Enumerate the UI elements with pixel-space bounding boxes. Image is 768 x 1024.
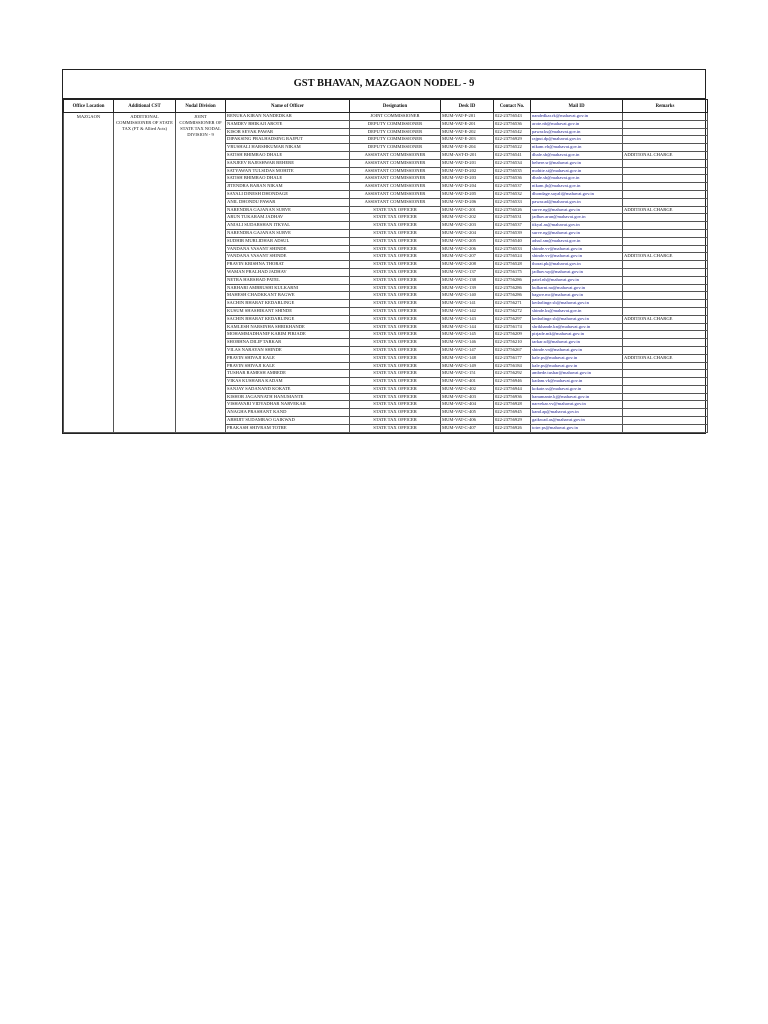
- contact-cell: 022-23756540: [494, 237, 531, 245]
- designation-cell: STATE TAX OFFICER: [350, 378, 441, 386]
- designation-cell: STATE TAX OFFICER: [350, 385, 441, 393]
- contact-cell: 022-23756542: [494, 128, 531, 136]
- col-header: Mail ID: [531, 100, 623, 113]
- desk-id-cell: MUM-VAT-D-203: [441, 175, 494, 183]
- contact-cell: 022-23756531: [494, 214, 531, 222]
- mail-id-cell[interactable]: shinde.ks@mahavat.gov.in: [531, 307, 623, 315]
- officer-name-cell: VANDANA VASANT SHINDE: [226, 253, 350, 261]
- contact-cell: 022-23756928: [494, 401, 531, 409]
- remarks-cell: [623, 113, 708, 121]
- designation-cell: STATE TAX OFFICER: [350, 261, 441, 269]
- desk-id-cell: MUM-VAT-C-406: [441, 417, 494, 425]
- mail-id-cell[interactable]: shinde.vv@mahavat.gov.in: [531, 245, 623, 253]
- remarks-cell: [623, 222, 708, 230]
- mail-id-cell[interactable]: jadhav.arun@mahavat.gov.in: [531, 214, 623, 222]
- desk-id-cell: MUM-VAT-C-149: [441, 362, 494, 370]
- remarks-cell: [623, 323, 708, 331]
- mail-id-cell[interactable]: kale.ps@mahavat.gov.in: [531, 354, 623, 362]
- mail-id-cell[interactable]: jadhav.wp@mahavat.gov.in: [531, 268, 623, 276]
- desk-id-cell: MUM-VAT-C-143: [441, 315, 494, 323]
- remarks-cell: [623, 183, 708, 191]
- desk-id-cell: MUM-VAT-C-208: [441, 261, 494, 269]
- contact-cell: 022-23756541: [494, 151, 531, 159]
- officer-name-cell: KUSUM SHASHIKANT SHINDE: [226, 307, 350, 315]
- designation-cell: ASSISTANT COMMISSIONER: [350, 175, 441, 183]
- header-row: [64, 100, 708, 113]
- contact-cell: 022-23756534: [494, 159, 531, 167]
- col-header: Nodal Division: [176, 100, 226, 113]
- remarks-cell: [623, 331, 708, 339]
- col-header: Name of Officer: [226, 100, 350, 113]
- mail-id-cell[interactable]: kand.ap@mahavat.gov.in: [531, 409, 623, 417]
- desk-id-cell: MUM-VAT-C-145: [441, 331, 494, 339]
- desk-id-cell: MUM-VAT-C-205: [441, 237, 494, 245]
- desk-id-cell: MUM-VAT-C-407: [441, 424, 494, 432]
- mail-id-cell[interactable]: bagwe.mc@mahavat.gov.in: [531, 292, 623, 300]
- mail-id-cell[interactable]: pawar.ad@mahavat.gov.in: [531, 198, 623, 206]
- mail-id-cell[interactable]: adsul.sm@mahavat.gov.in: [531, 237, 623, 245]
- sheet-title: GST BHAVAN, MAZGAON NODEL - 9: [63, 70, 705, 99]
- designation-cell: DEPUTY COMMISSIONER: [350, 136, 441, 144]
- officer-name-cell: KAMLESH NARSINHA SHRIKHANDE: [226, 323, 350, 331]
- officer-name-cell: SANJAY SADANAND KOKATE: [226, 385, 350, 393]
- remarks-cell: [623, 346, 708, 354]
- remarks-cell: ADDITIONAL CHARGE: [623, 253, 708, 261]
- remarks-cell: ADDITIONAL CHARGE: [623, 206, 708, 214]
- remarks-cell: ADDITIONAL CHARGE: [623, 151, 708, 159]
- col-header: Desk ID: [441, 100, 494, 113]
- remarks-cell: [623, 292, 708, 300]
- contact-cell: 022-23756292: [494, 370, 531, 378]
- contact-cell: 022-23756533: [494, 245, 531, 253]
- designation-cell: STATE TAX OFFICER: [350, 284, 441, 292]
- desk-id-cell: MUM-VAT-E-204: [441, 144, 494, 152]
- designation-cell: STATE TAX OFFICER: [350, 214, 441, 222]
- mail-id-cell[interactable]: shrikhande.kn@mahavat.gov.in: [531, 323, 623, 331]
- col-header: Contact No.: [494, 100, 531, 113]
- designation-cell: DEPUTY COMMISSIONER: [350, 120, 441, 128]
- desk-id-cell: MUM-VAT-C-146: [441, 339, 494, 347]
- designation-cell: STATE TAX OFFICER: [350, 229, 441, 237]
- contact-cell: 022-23756184: [494, 362, 531, 370]
- officer-name-cell: PRAVIN SHIVAJI KALE: [226, 362, 350, 370]
- officer-name-cell: NARENDRA GAJANAN SURVE: [226, 229, 350, 237]
- contact-cell: 022-23756286: [494, 292, 531, 300]
- designation-cell: ASSISTANT COMMISSIONER: [350, 198, 441, 206]
- desk-id-cell: MUM-VAT-C-144: [441, 323, 494, 331]
- mail-id-cell[interactable]: arote.nb@mahavat.gov.in: [531, 120, 623, 128]
- mail-id-cell[interactable]: nikam.jb@mahavat.gov.in: [531, 183, 623, 191]
- mail-id-cell[interactable]: shinde.vn@mahavat.gov.in: [531, 346, 623, 354]
- mail-id-cell[interactable]: surve.ng@mahavat.gov.in: [531, 229, 623, 237]
- contact-cell: 022-23756286: [494, 284, 531, 292]
- mail-id-cell[interactable]: behere.sr@mahavat.gov.in: [531, 159, 623, 167]
- desk-id-cell: MUM-VAT-C-404: [441, 401, 494, 409]
- designation-cell: STATE TAX OFFICER: [350, 346, 441, 354]
- designation-cell: STATE TAX OFFICER: [350, 323, 441, 331]
- designation-cell: STATE TAX OFFICER: [350, 307, 441, 315]
- desk-id-cell: MUM-VAT-D-205: [441, 190, 494, 198]
- mail-id-cell[interactable]: nandedkar.rk@mahavat.gov.in: [531, 113, 623, 121]
- table-row: [64, 113, 708, 121]
- designation-cell: DEPUTY COMMISSIONER: [350, 128, 441, 136]
- officer-name-cell: MOHAMMADHANIF KARIM PIRJADE: [226, 331, 350, 339]
- contact-cell: 022-23756526: [494, 206, 531, 214]
- desk-id-cell: MUM-VAT-C-141: [441, 300, 494, 308]
- designation-cell: STATE TAX OFFICER: [350, 401, 441, 409]
- officer-name-cell: SATISH BHIMRAO DHALE: [226, 175, 350, 183]
- officer-name-cell: ANJALI SUDARSHAN ITKYAL: [226, 222, 350, 230]
- contact-cell: 022-23756267: [494, 346, 531, 354]
- remarks-cell: [623, 144, 708, 152]
- remarks-cell: [623, 261, 708, 269]
- remarks-cell: [623, 214, 708, 222]
- nodal-division-cell: JOINT COMMISSIONER OF STATE TAX NODAL DIVISION - 9: [176, 113, 226, 433]
- desk-id-cell: MUM-VAT-E-201: [441, 120, 494, 128]
- officer-name-cell: NARENDRA GAJANAN SURVE: [226, 206, 350, 214]
- remarks-cell: [623, 385, 708, 393]
- remarks-cell: [623, 339, 708, 347]
- remarks-cell: [623, 307, 708, 315]
- additional-cst-cell: ADDITIONAL COMMISSIONER OF STATE TAX (FT & Allied Acts): [114, 113, 176, 433]
- designation-cell: STATE TAX OFFICER: [350, 237, 441, 245]
- desk-id-cell: MUM-VAT-C-207: [441, 253, 494, 261]
- officer-name-cell: TUSHAR RAMESH AMBEDE: [226, 370, 350, 378]
- contact-cell: 022-23756926: [494, 424, 531, 432]
- mail-id-cell[interactable]: dhondage.sayali@mahavat.gov.in: [531, 190, 623, 198]
- mail-id-cell[interactable]: gaikwad.as@mahavat.gov.in: [531, 417, 623, 425]
- officer-name-cell: PRAVIN SHIVAJI KALE: [226, 354, 350, 362]
- mail-id-cell[interactable]: mohite.st@mahavat.gov.in: [531, 167, 623, 175]
- officer-name-cell: SATISH BHIMRAO DHALE: [226, 151, 350, 159]
- officer-name-cell: SAYALI DINESH DHONDAGE: [226, 190, 350, 198]
- officer-name-cell: VISHAVARI VIDYADHAR NARVEKAR: [226, 401, 350, 409]
- mail-id-cell[interactable]: rajput.dp@mahavat.gov.in: [531, 136, 623, 144]
- contact-cell: 022-23756929: [494, 136, 531, 144]
- officer-name-cell: SHOBHNA DILIP TARKAR: [226, 339, 350, 347]
- officer-name-cell: VILAS NARAYAN SHINDE: [226, 346, 350, 354]
- designation-cell: STATE TAX OFFICER: [350, 331, 441, 339]
- mail-id-cell[interactable]: ambede.tushar@mahavat.gov.in: [531, 370, 623, 378]
- designation-cell: STATE TAX OFFICER: [350, 409, 441, 417]
- remarks-cell: [623, 362, 708, 370]
- designation-cell: JOINT COMMISSIONER: [350, 113, 441, 121]
- contact-cell: 022-23756209: [494, 331, 531, 339]
- remarks-cell: ADDITIONAL CHARGE: [623, 354, 708, 362]
- col-header: Designation: [350, 100, 441, 113]
- col-header: Remarks: [623, 100, 708, 113]
- col-header: Additional CST: [114, 100, 176, 113]
- desk-id-cell: MUM-VAT-C-151: [441, 370, 494, 378]
- remarks-cell: [623, 300, 708, 308]
- desk-id-cell: MUM-VAT-E-202: [441, 128, 494, 136]
- remarks-cell: [623, 409, 708, 417]
- remarks-cell: [623, 417, 708, 425]
- contact-cell: 022-23756537: [494, 222, 531, 230]
- desk-id-cell: MUM-VAT-C-142: [441, 307, 494, 315]
- designation-cell: STATE TAX OFFICER: [350, 417, 441, 425]
- desk-id-cell: MUM-VAT-C-405: [441, 409, 494, 417]
- remarks-cell: [623, 401, 708, 409]
- designation-cell: STATE TAX OFFICER: [350, 362, 441, 370]
- mail-id-cell[interactable]: hanumante.kj@mahavat.gov.in: [531, 393, 623, 401]
- contact-cell: 022-23756543: [494, 113, 531, 121]
- officer-name-cell: SACHIN BHARAT KEDARLINGE: [226, 300, 350, 308]
- desk-id-cell: MUM-VAT-D-204: [441, 183, 494, 191]
- designation-cell: STATE TAX OFFICER: [350, 245, 441, 253]
- col-header: Office Location: [64, 100, 114, 113]
- designation-cell: ASSISTANT COMMISSIONER: [350, 159, 441, 167]
- desk-id-cell: MUM-VAT-C-401: [441, 378, 494, 386]
- mail-id-cell[interactable]: kale.ps@mahavat.gov.in: [531, 362, 623, 370]
- remarks-cell: [623, 120, 708, 128]
- officer-name-cell: KISOR SEVAK PAWAR: [226, 128, 350, 136]
- desk-id-cell: MUM-VAT-D-206: [441, 198, 494, 206]
- contact-cell: 022-23756286: [494, 276, 531, 284]
- contact-cell: 022-23756532: [494, 190, 531, 198]
- designation-cell: STATE TAX OFFICER: [350, 292, 441, 300]
- desk-id-cell: MUM-AST-D-201: [441, 151, 494, 159]
- contact-cell: 022-23756210: [494, 339, 531, 347]
- contact-cell: 022-23756944: [494, 385, 531, 393]
- contact-cell: 022-23756297: [494, 315, 531, 323]
- remarks-cell: [623, 378, 708, 386]
- mail-id-cell[interactable]: dhale.sb@mahavat.gov.in: [531, 151, 623, 159]
- desk-id-cell: MUM-VAT-C-138: [441, 276, 494, 284]
- contact-cell: 022-23756174: [494, 323, 531, 331]
- designation-cell: STATE TAX OFFICER: [350, 315, 441, 323]
- designation-cell: ASSISTANT COMMISSIONER: [350, 190, 441, 198]
- remarks-cell: [623, 268, 708, 276]
- desk-id-cell: MUM-VAT-C-139: [441, 284, 494, 292]
- contact-cell: 022-23756528: [494, 261, 531, 269]
- contact-cell: 022-23756271: [494, 300, 531, 308]
- contact-cell: 022-23756177: [494, 354, 531, 362]
- desk-id-cell: MUM-VAT-E-203: [441, 136, 494, 144]
- officer-name-cell: VANDANA VASANT SHINDE: [226, 245, 350, 253]
- designation-cell: ASSISTANT COMMISSIONER: [350, 151, 441, 159]
- officer-name-cell: NARHARI AMBRUSHI KULKARNI: [226, 284, 350, 292]
- designation-cell: DEPUTY COMMISSIONER: [350, 144, 441, 152]
- remarks-cell: ADDITIONAL CHARGE: [623, 315, 708, 323]
- desk-id-cell: MUM-VAT-C-403: [441, 393, 494, 401]
- contact-cell: 022-23756536: [494, 175, 531, 183]
- mail-id-cell[interactable]: kedarlinge.sb@mahavat.gov.in: [531, 315, 623, 323]
- mail-id-cell[interactable]: kokate.ss@mahavat.gov.in: [531, 385, 623, 393]
- officer-name-cell: JITENDRA BABAN NIKAM: [226, 183, 350, 191]
- table-body: [64, 113, 708, 433]
- designation-cell: ASSISTANT COMMISSIONER: [350, 183, 441, 191]
- contact-cell: 022-23756272: [494, 307, 531, 315]
- desk-id-cell: MUM-VAT-C-203: [441, 222, 494, 230]
- mail-id-cell[interactable]: narvekar.vv@mahavat.gov.in: [531, 401, 623, 409]
- mail-id-cell[interactable]: nikam.vh@mahavat.gov.in: [531, 144, 623, 152]
- remarks-cell: [623, 198, 708, 206]
- contact-cell: 022-23756522: [494, 144, 531, 152]
- mail-id-cell[interactable]: dhale.sb@mahavat.gov.in: [531, 175, 623, 183]
- designation-cell: STATE TAX OFFICER: [350, 222, 441, 230]
- desk-id-cell: MUM-VAT-C-206: [441, 245, 494, 253]
- desk-id-cell: MUM-VAT-C-148: [441, 354, 494, 362]
- mail-id-cell[interactable]: kadam.vk@mahavat.gov.in: [531, 378, 623, 386]
- remarks-cell: [623, 229, 708, 237]
- remarks-cell: [623, 159, 708, 167]
- officer-name-cell: SANJEEV RAJESHWAR BEHERE: [226, 159, 350, 167]
- desk-id-cell: MUM-VAT-C-147: [441, 346, 494, 354]
- officer-name-cell: ARUN TUKARAM JADHAV: [226, 214, 350, 222]
- mail-id-cell[interactable]: pirjade.mk@mahavat.gov.in: [531, 331, 623, 339]
- remarks-cell: [623, 284, 708, 292]
- designation-cell: STATE TAX OFFICER: [350, 253, 441, 261]
- remarks-cell: [623, 276, 708, 284]
- contact-cell: 022-23756946: [494, 378, 531, 386]
- desk-id-cell: MUM-VAT-C-137: [441, 268, 494, 276]
- remarks-cell: [623, 393, 708, 401]
- desk-id-cell: MUM-VAT-C-204: [441, 229, 494, 237]
- mail-id-cell[interactable]: tarkar.sd@mahavat.gov.in: [531, 339, 623, 347]
- designation-cell: STATE TAX OFFICER: [350, 370, 441, 378]
- contact-cell: 022-23756945: [494, 409, 531, 417]
- designation-cell: STATE TAX OFFICER: [350, 268, 441, 276]
- desk-id-cell: MUM-VAT-D-201: [441, 159, 494, 167]
- officer-name-cell: MAHESH CHADKKANT BAGWE: [226, 292, 350, 300]
- designation-cell: STATE TAX OFFICER: [350, 424, 441, 432]
- contact-cell: 022-23756929: [494, 417, 531, 425]
- mail-id-cell[interactable]: pawar.ks@mahavat.gov.in: [531, 128, 623, 136]
- office-location-cell: MAZGAON: [64, 113, 114, 433]
- officer-name-cell: VRUSHALI HARSHKUMAR NIKAM: [226, 144, 350, 152]
- designation-cell: STATE TAX OFFICER: [350, 206, 441, 214]
- contact-cell: 022-23756537: [494, 183, 531, 191]
- officer-name-cell: ABHIJIT SUDAMRAO GAIKWAD: [226, 417, 350, 425]
- officer-name-cell: ANIL DHONDU PAWAR: [226, 198, 350, 206]
- remarks-cell: [623, 136, 708, 144]
- officer-name-cell: NAMDEV BHIKAJI AROTE: [226, 120, 350, 128]
- mail-id-cell[interactable]: totre.ps@mahavat.gov.in: [531, 424, 623, 432]
- officer-name-cell: PRAVIN KRISHNA THORAT: [226, 261, 350, 269]
- desk-id-cell: MUM-VAT-C-202: [441, 214, 494, 222]
- officer-name-cell: SUDHIR MURLIDHAR ADSUL: [226, 237, 350, 245]
- officer-table: [63, 99, 708, 433]
- remarks-cell: [623, 370, 708, 378]
- officer-name-cell: RENUKA KIRAN NANDEDKAR: [226, 113, 350, 121]
- officer-name-cell: DIPAKSING PRALHADSING RAJPUT: [226, 136, 350, 144]
- remarks-cell: [623, 424, 708, 432]
- mail-id-cell[interactable]: thorat.pk@mahavat.gov.in: [531, 261, 623, 269]
- desk-id-cell: MUM-VAT-C-140: [441, 292, 494, 300]
- designation-cell: STATE TAX OFFICER: [350, 354, 441, 362]
- remarks-cell: [623, 167, 708, 175]
- designation-cell: STATE TAX OFFICER: [350, 276, 441, 284]
- designation-cell: STATE TAX OFFICER: [350, 393, 441, 401]
- designation-cell: ASSISTANT COMMISSIONER: [350, 167, 441, 175]
- officer-name-cell: ANAGHA PRASHANT KAND: [226, 409, 350, 417]
- officer-name-cell: VIKAS KUSHABA KADAM: [226, 378, 350, 386]
- mail-id-cell[interactable]: kedarlinge.sb@mahavat.gov.in: [531, 300, 623, 308]
- designation-cell: STATE TAX OFFICER: [350, 339, 441, 347]
- mail-id-cell[interactable]: patel.nh@mahavat.gov.in: [531, 276, 623, 284]
- officer-name-cell: SATYAWAN TULSIDAS MOHITE: [226, 167, 350, 175]
- desk-id-cell: MUM-VAT-D-202: [441, 167, 494, 175]
- remarks-cell: [623, 175, 708, 183]
- officer-name-cell: PRAKASH SHIVRAM TOTRE: [226, 424, 350, 432]
- mail-id-cell[interactable]: kulkarni.na@mahavat.gov.in: [531, 284, 623, 292]
- contact-cell: 022-23756175: [494, 268, 531, 276]
- mail-id-cell[interactable]: itkyal.as@mahavat.gov.in: [531, 222, 623, 230]
- mail-id-cell[interactable]: surve.ng@mahavat.gov.in: [531, 206, 623, 214]
- remarks-cell: [623, 237, 708, 245]
- officer-name-cell: NETRA HARSHAD PATEL: [226, 276, 350, 284]
- designation-cell: STATE TAX OFFICER: [350, 300, 441, 308]
- officer-name-cell: WAMAN PRALHAD JADHAV: [226, 268, 350, 276]
- officer-name-cell: KISHOR JAGANNATH HANUMANTE: [226, 393, 350, 401]
- desk-id-cell: MUM-VAT-C-201: [441, 206, 494, 214]
- desk-id-cell: MUM-VAT-C-402: [441, 385, 494, 393]
- contact-cell: 022-23756535: [494, 167, 531, 175]
- remarks-cell: [623, 245, 708, 253]
- contact-cell: 022-23756936: [494, 393, 531, 401]
- desk-id-cell: MUM-VAT-F-201: [441, 113, 494, 121]
- contact-cell: 022-23756524: [494, 253, 531, 261]
- contact-cell: 022-23756539: [494, 229, 531, 237]
- contact-cell: 022-23756536: [494, 120, 531, 128]
- mail-id-cell[interactable]: shinde.vv@mahavat.gov.in: [531, 253, 623, 261]
- remarks-cell: [623, 128, 708, 136]
- contact-cell: 022-23756533: [494, 198, 531, 206]
- spreadsheet-page: [62, 69, 706, 434]
- remarks-cell: [623, 190, 708, 198]
- officer-name-cell: SACHIN BHARAT KEDARLINGE: [226, 315, 350, 323]
